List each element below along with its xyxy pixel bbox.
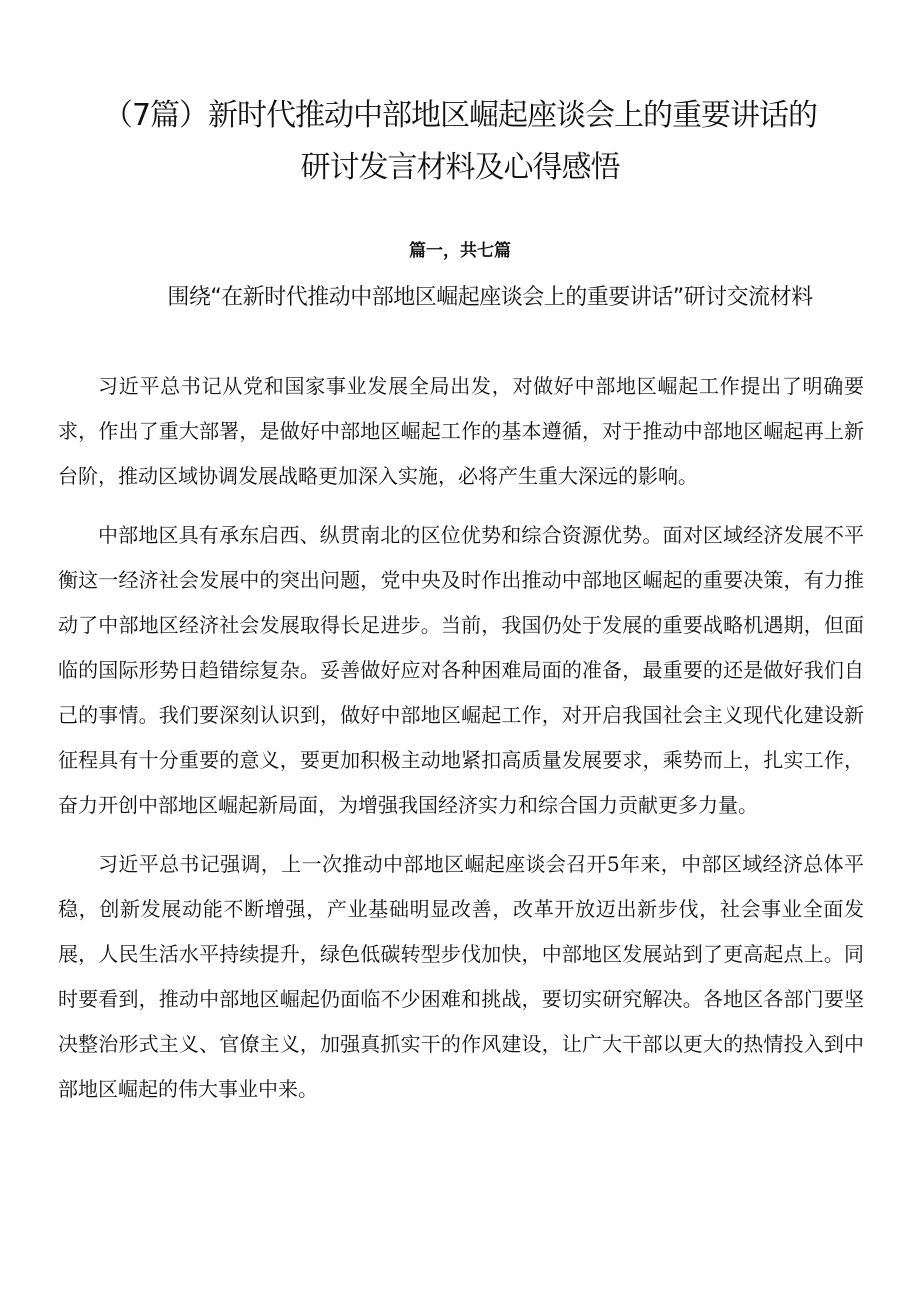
body-text — [58, 364, 864, 1126]
section-label: 篇一，共七篇 — [409, 241, 511, 261]
paragraph: 习近平总书记从党和国家事业发展全局出发，对做好中部地区崛起工作提出了明确要求，作出了重大部署，是做好中部地区崛起工作的基本遵循，对于推动中部地区崛起再上新台阶，推动区域协调发展战略更加深入实施，必将产生重大深远的影响。 — [58, 374, 864, 488]
section-title: 围绕“在新时代推动中部地区崛起座谈会上的重要讲话”研讨交流材料 — [167, 285, 813, 310]
paragraph: 中部地区具有承东启西、纵贯南北的区位优势和综合资源优势。面对区域经济发展不平衡这一经济社会发展中的突出问题，党中央及时作出推动中部地区崛起的重要决策，有力推动了中部地区经济社会发展取得长足进步。当前，我国仍处于发展的重要战略机遇期，但面临的国际形势日趋错综复杂。妥善做好应对各种困难局面的准备，最重要的还是做好我们自己的事情。我们要深刻认识到，做好中部地区崛起工作，对开启我国社会主义现代化建设新征程具有十分重要的意义，要更加积极主动地紧扣高质量发展要求，乘势而上，扎实工作，奋力开创中部地区崛起新局面，为增强我国经济实力和综合国力贡献更多力量。 — [58, 523, 864, 817]
document-title: （7篇）新时代推动中部地区崛起座谈会上的重要讲话的研讨发言材料及心得感悟 — [102, 98, 818, 185]
paragraph: 习近平总书记强调，上一次推动中部地区崛起座谈会召开5年来，中部区域经济总体平稳，创新发展动能不断增强，产业基础明显改善，改革开放迈出新步伐，社会事业全面发展，人民生活水平持续提升，绿色低碳转型步伐加快，中部地区发展站到了更高起点上。同时要看到，推动中部地区崛起仍面临不少困难和挑战，要切实研究解决。各地区各部门要坚决整治形式主义、官僚主义，加强真抓实干的作风建设，让广大干部以更大的热情投入到中部地区崛起的伟大事业中来。 — [58, 852, 864, 1101]
